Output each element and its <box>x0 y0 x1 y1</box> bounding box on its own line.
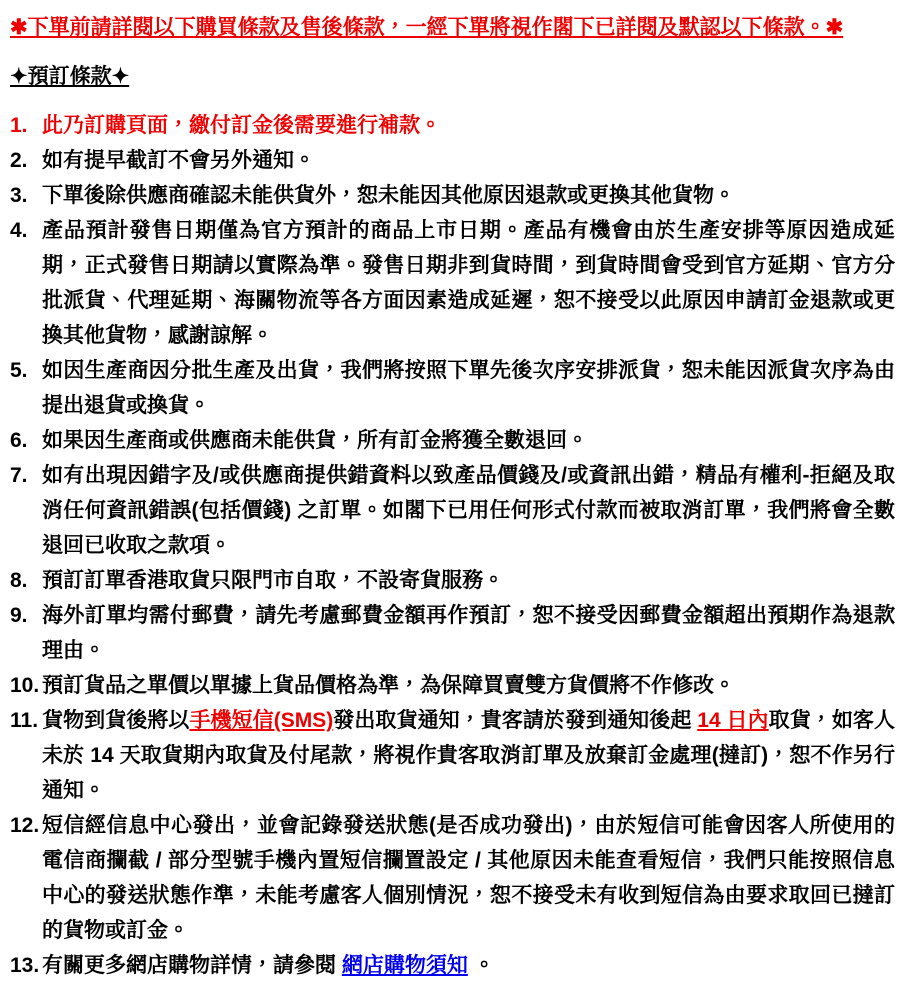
term-segment: 預訂貨品之單價以單據上貨品價格為準，為保障買賣雙方貨價將不作修改。 <box>42 674 735 697</box>
term-text <box>42 563 895 598</box>
term-segment: 如有出現因錯字及/或供應商提供錯資料以致產品價錢及/或資訊出錯，精品有權利-拒絕及取消任何資訊錯誤(包括價錢) 之訂單。如閣下已用任何形式付款而被取消訂單，我們將會全數退回已收取之款項。 <box>42 464 895 557</box>
term-segment: 發出取貨通知，貴客請於發到通知後起 <box>333 709 698 732</box>
term-number: 7. <box>10 464 28 487</box>
term-number: 9. <box>10 604 28 627</box>
term-item-9 <box>10 598 895 668</box>
term-item-6 <box>10 423 895 458</box>
term-number: 5. <box>10 359 28 382</box>
term-segment: 下單後除供應商確認未能供貨外，恕未能因其他原因退款或更換其他貨物。 <box>42 184 735 207</box>
term-segment: 如因生產商因分批生產及出貨，我們將按照下單先後次序安排派貨，恕未能因派貨次序為由提出退貨或換貨。 <box>42 359 895 417</box>
red-emphasis: 14 日內 <box>697 709 769 732</box>
term-text <box>42 178 895 213</box>
red-emphasis: 手機短信(SMS) <box>189 709 334 732</box>
term-number: 6. <box>10 429 28 452</box>
term-text <box>42 353 895 423</box>
term-segment: 。 <box>467 954 495 977</box>
term-segment: 有關更多網店購物詳情，請參閱 <box>42 954 342 977</box>
terms-list <box>10 108 895 983</box>
term-segment: 取貨，如客人未於 14 天取貨期內取貨及付尾款，將視作貴客取消訂單及放棄訂金處理(撻訂)，恕不作另行通知。 <box>42 709 895 802</box>
term-text <box>42 668 895 703</box>
term-text <box>42 598 895 668</box>
term-number: 2. <box>10 149 28 172</box>
term-item-5 <box>10 353 895 423</box>
term-segment: 貨物到貨後將以 <box>42 709 190 732</box>
term-text <box>42 808 895 948</box>
term-text <box>42 948 895 983</box>
term-item-8 <box>10 563 895 598</box>
term-segment: 此乃訂購頁面，繳付訂金後需要進行補款。 <box>42 114 441 137</box>
section-title-row <box>10 59 895 108</box>
shop-guide-link[interactable]: 網店購物須知 <box>341 954 468 977</box>
term-number: 3. <box>10 184 28 207</box>
term-number: 1. <box>10 114 28 137</box>
term-item-1 <box>10 108 895 143</box>
term-text <box>42 108 895 143</box>
term-segment: 預訂訂單香港取貨只限門市自取，不設寄貨服務。 <box>42 569 504 592</box>
term-text <box>42 703 895 808</box>
term-number: 12. <box>10 814 40 837</box>
term-number: 4. <box>10 219 28 242</box>
term-item-11 <box>10 703 895 808</box>
term-number: 10. <box>10 674 40 697</box>
term-segment: 如有提早截訂不會另外通知。 <box>42 149 315 172</box>
term-segment: 海外訂單均需付郵費，請先考慮郵費金額再作預訂，恕不接受因郵費金額超出預期作為退款理由。 <box>42 604 895 662</box>
term-item-2 <box>10 143 895 178</box>
term-item-7 <box>10 458 895 563</box>
term-text <box>42 458 895 563</box>
term-item-4 <box>10 213 895 353</box>
purchase-notice-banner: ✱下單前請詳閱以下購買條款及售後條款，一經下單將視作閣下已詳閱及默認以下條款。✱ <box>10 16 844 39</box>
term-text <box>42 213 895 353</box>
term-number: 13. <box>10 954 40 977</box>
term-text <box>42 423 895 458</box>
section-title: ✦預訂條款✦ <box>10 65 130 88</box>
term-segment: 產品預計發售日期僅為官方預計的商品上市日期。產品有機會由於生產安排等原因造成延期，正式發售日期請以實際為準。發售日期非到貨時間，到貨時間會受到官方延期、官方分批派貨、代理延期、海關物流等各方面因素造成延遲，恕不接受以此原因申請訂金退款或更換其他貨物，感謝諒解。 <box>42 219 895 347</box>
term-item-12 <box>10 808 895 948</box>
term-item-3 <box>10 178 895 213</box>
term-number: 8. <box>10 569 28 592</box>
term-text <box>42 143 895 178</box>
term-number: 11. <box>10 709 39 732</box>
term-item-13 <box>10 948 895 983</box>
term-item-10 <box>10 668 895 703</box>
term-segment: 短信經信息中心發出，並會記錄發送狀態(是否成功發出)，由於短信可能會因客人所使用的電信商攔截 / 部分型號手機內置短信攔置設定 / 其他原因未能查看短信，我們只能按照信息中心的發送狀態作準，未能考慮客人個別情況，恕不接受未有收到短信為由要求取回已撻訂的貨物或訂金。 <box>42 814 895 942</box>
term-segment: 如果因生產商或供應商未能供貨，所有訂金將獲全數退回。 <box>42 429 588 452</box>
